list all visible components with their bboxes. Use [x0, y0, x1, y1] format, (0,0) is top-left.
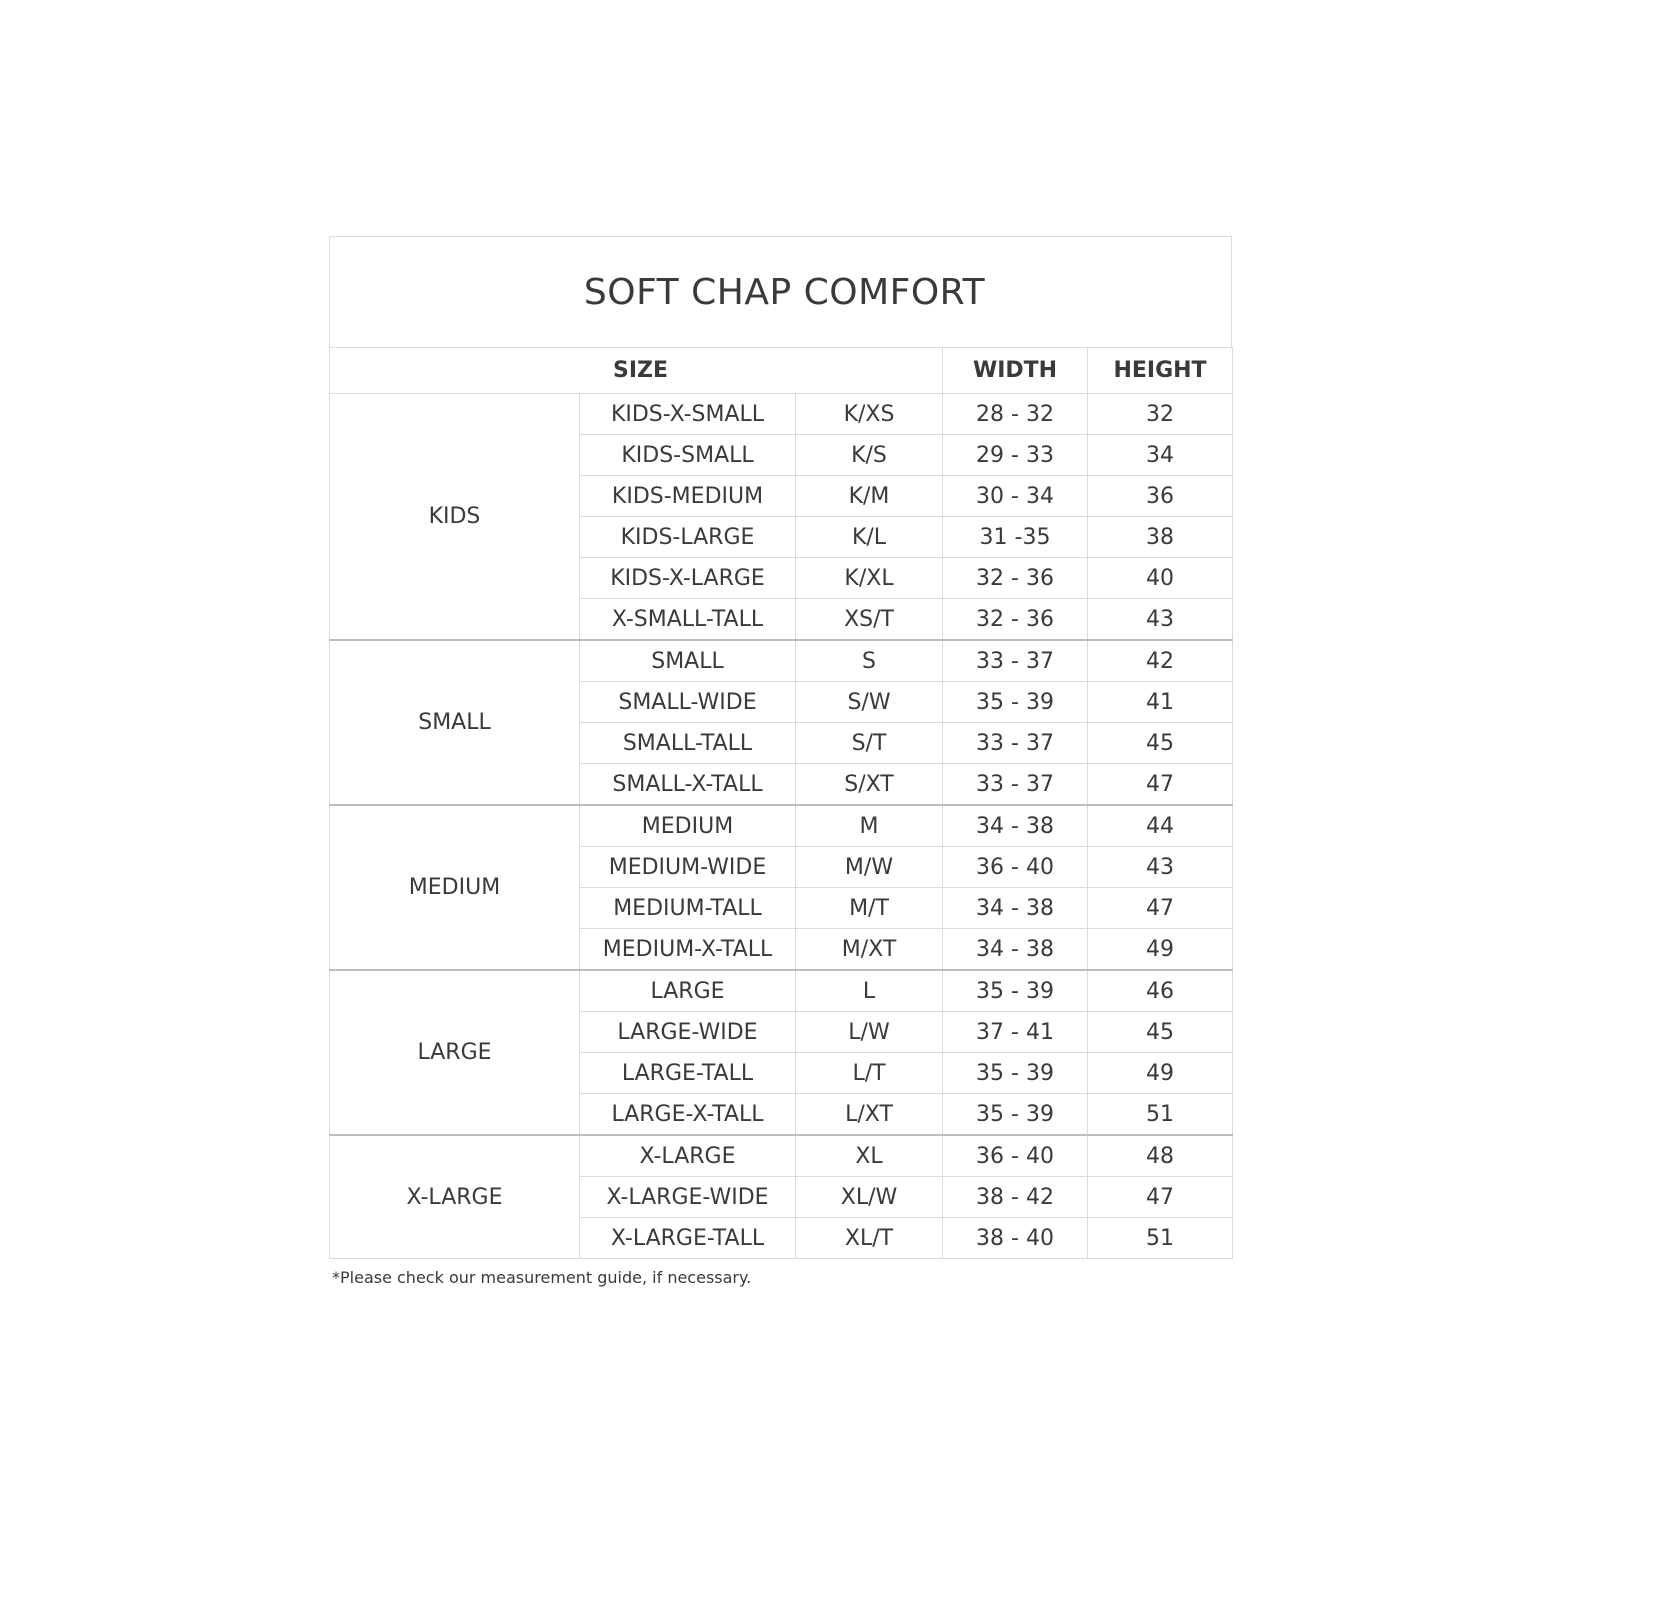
group-label: X-LARGE — [330, 1135, 580, 1259]
size-code-cell: K/L — [796, 517, 943, 558]
width-cell: 33 - 37 — [943, 764, 1088, 806]
width-cell: 38 - 42 — [943, 1177, 1088, 1218]
size-name-cell: KIDS-LARGE — [580, 517, 796, 558]
size-code-cell: K/XL — [796, 558, 943, 599]
height-cell: 47 — [1088, 764, 1233, 806]
height-cell: 49 — [1088, 1053, 1233, 1094]
height-cell: 34 — [1088, 435, 1233, 476]
header-size: SIZE — [330, 348, 943, 394]
size-name-cell: X-LARGE-WIDE — [580, 1177, 796, 1218]
height-cell: 48 — [1088, 1135, 1233, 1177]
table-row — [330, 394, 1233, 435]
table-row — [330, 1135, 1233, 1177]
size-name-cell: KIDS-MEDIUM — [580, 476, 796, 517]
height-cell: 38 — [1088, 517, 1233, 558]
height-cell: 47 — [1088, 888, 1233, 929]
width-cell: 32 - 36 — [943, 599, 1088, 641]
size-name-cell: KIDS-X-SMALL — [580, 394, 796, 435]
size-name-cell: LARGE-WIDE — [580, 1012, 796, 1053]
table-row — [330, 640, 1233, 682]
size-name-cell: SMALL-TALL — [580, 723, 796, 764]
width-cell: 33 - 37 — [943, 723, 1088, 764]
size-code-cell: L/W — [796, 1012, 943, 1053]
table-row — [330, 805, 1233, 847]
header-height: HEIGHT — [1088, 348, 1233, 394]
height-cell: 49 — [1088, 929, 1233, 971]
size-code-cell: S/W — [796, 682, 943, 723]
width-cell: 35 - 39 — [943, 1094, 1088, 1136]
size-name-cell: SMALL-WIDE — [580, 682, 796, 723]
group-label: LARGE — [330, 970, 580, 1135]
size-chart — [329, 236, 1232, 1259]
group-label: MEDIUM — [330, 805, 580, 970]
height-cell: 42 — [1088, 640, 1233, 682]
height-cell: 45 — [1088, 723, 1233, 764]
size-code-cell: L/XT — [796, 1094, 943, 1136]
size-code-cell: S/XT — [796, 764, 943, 806]
size-code-cell: XL/T — [796, 1218, 943, 1259]
height-cell: 41 — [1088, 682, 1233, 723]
width-cell: 30 - 34 — [943, 476, 1088, 517]
size-name-cell: MEDIUM — [580, 805, 796, 847]
size-name-cell: SMALL-X-TALL — [580, 764, 796, 806]
size-code-cell: K/XS — [796, 394, 943, 435]
size-code-cell: M/W — [796, 847, 943, 888]
height-cell: 43 — [1088, 847, 1233, 888]
width-cell: 34 - 38 — [943, 888, 1088, 929]
size-code-cell: S — [796, 640, 943, 682]
size-name-cell: MEDIUM-X-TALL — [580, 929, 796, 971]
size-code-cell: M — [796, 805, 943, 847]
height-cell: 51 — [1088, 1094, 1233, 1136]
size-name-cell: LARGE-TALL — [580, 1053, 796, 1094]
size-code-cell: K/M — [796, 476, 943, 517]
height-cell: 32 — [1088, 394, 1233, 435]
size-name-cell: MEDIUM-TALL — [580, 888, 796, 929]
group-label: KIDS — [330, 394, 580, 641]
size-code-cell: K/S — [796, 435, 943, 476]
size-table — [329, 347, 1233, 1259]
height-cell: 40 — [1088, 558, 1233, 599]
size-name-cell: KIDS-SMALL — [580, 435, 796, 476]
chart-title: SOFT CHAP COMFORT — [583, 271, 986, 313]
height-cell: 36 — [1088, 476, 1233, 517]
footnote: *Please check our measurement guide, if necessary. — [332, 1268, 752, 1287]
size-code-cell: M/T — [796, 888, 943, 929]
title-box — [329, 236, 1232, 347]
width-cell: 36 - 40 — [943, 1135, 1088, 1177]
height-cell: 45 — [1088, 1012, 1233, 1053]
height-cell: 51 — [1088, 1218, 1233, 1259]
header-width: WIDTH — [943, 348, 1088, 394]
group-label: SMALL — [330, 640, 580, 805]
size-code-cell: M/XT — [796, 929, 943, 971]
size-code-cell: L — [796, 970, 943, 1012]
width-cell: 29 - 33 — [943, 435, 1088, 476]
width-cell: 34 - 38 — [943, 805, 1088, 847]
width-cell: 37 - 41 — [943, 1012, 1088, 1053]
width-cell: 35 - 39 — [943, 1053, 1088, 1094]
width-cell: 31 -35 — [943, 517, 1088, 558]
width-cell: 34 - 38 — [943, 929, 1088, 971]
size-name-cell: LARGE — [580, 970, 796, 1012]
size-code-cell: L/T — [796, 1053, 943, 1094]
width-cell: 36 - 40 — [943, 847, 1088, 888]
size-name-cell: X-LARGE-TALL — [580, 1218, 796, 1259]
size-name-cell: SMALL — [580, 640, 796, 682]
header-row — [330, 348, 1233, 394]
width-cell: 28 - 32 — [943, 394, 1088, 435]
width-cell: 33 - 37 — [943, 640, 1088, 682]
size-code-cell: S/T — [796, 723, 943, 764]
size-code-cell: XL — [796, 1135, 943, 1177]
height-cell: 47 — [1088, 1177, 1233, 1218]
size-name-cell: X-SMALL-TALL — [580, 599, 796, 641]
size-name-cell: X-LARGE — [580, 1135, 796, 1177]
width-cell: 32 - 36 — [943, 558, 1088, 599]
table-body — [330, 394, 1233, 1259]
size-name-cell: LARGE-X-TALL — [580, 1094, 796, 1136]
size-name-cell: KIDS-X-LARGE — [580, 558, 796, 599]
height-cell: 43 — [1088, 599, 1233, 641]
width-cell: 38 - 40 — [943, 1218, 1088, 1259]
height-cell: 44 — [1088, 805, 1233, 847]
size-code-cell: XS/T — [796, 599, 943, 641]
table-row — [330, 970, 1233, 1012]
width-cell: 35 - 39 — [943, 682, 1088, 723]
height-cell: 46 — [1088, 970, 1233, 1012]
size-code-cell: XL/W — [796, 1177, 943, 1218]
width-cell: 35 - 39 — [943, 970, 1088, 1012]
size-name-cell: MEDIUM-WIDE — [580, 847, 796, 888]
